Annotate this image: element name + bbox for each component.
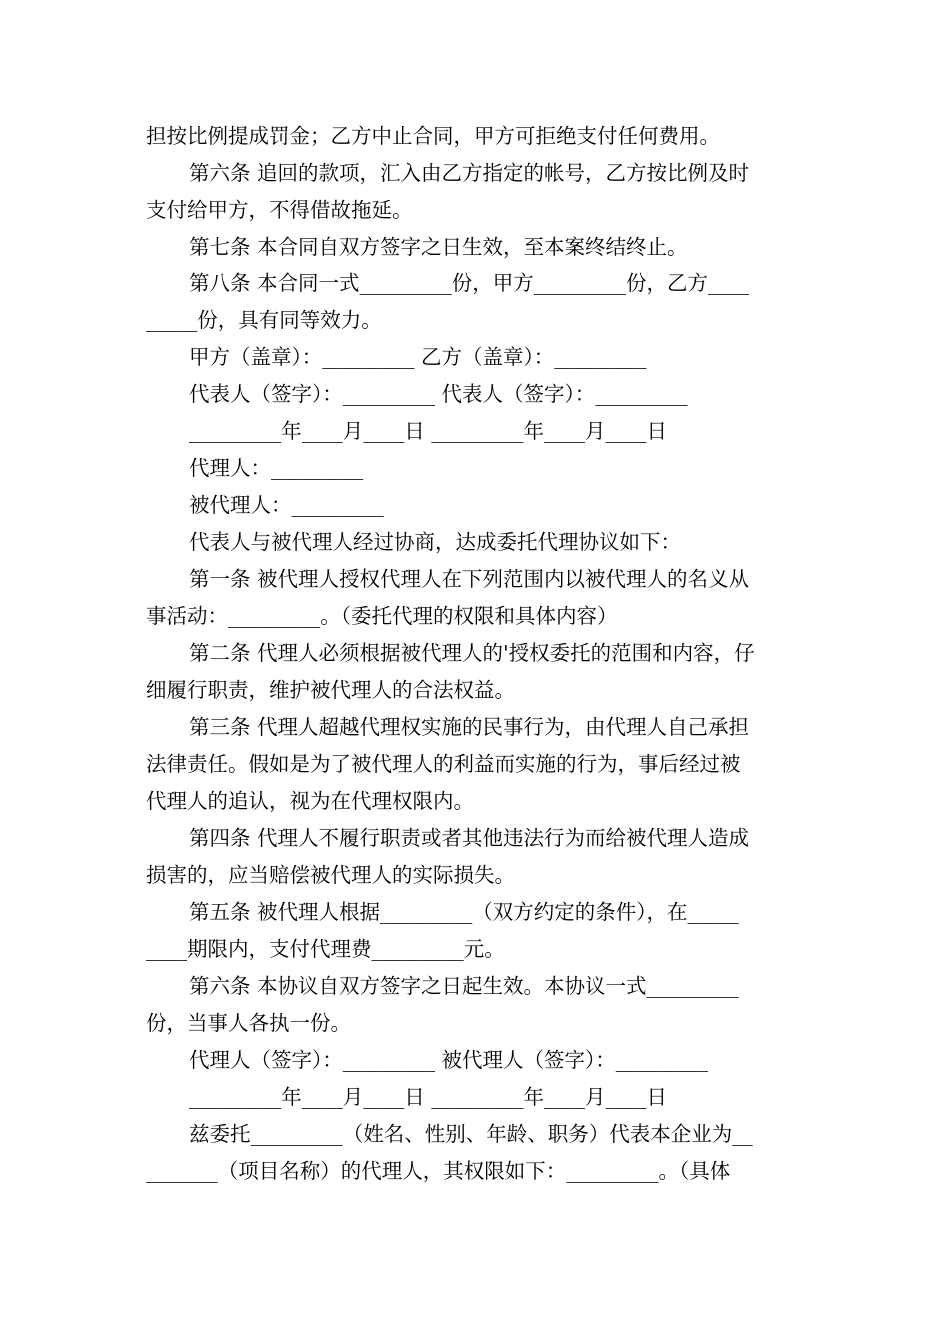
text-line: 第一条 被代理人授权代理人在下列范围内以被代理人的名义从 xyxy=(189,567,750,591)
text-line: 担按比例提成罚金；乙方中止合同，甲方可拒绝支付任何费用。 xyxy=(146,124,720,148)
text-line: 代理人（签字）：_________ 被代理人（签字）：_________ xyxy=(189,1048,709,1072)
text-line: 法律责任。假如是为了被代理人的利益而实施的行为，事后经过被 xyxy=(146,752,741,776)
text-line: 代表人与被代理人经过协商，达成委托代理协议如下： xyxy=(189,530,681,554)
text-line: 代理人的追认，视为在代理权限内。 xyxy=(146,789,474,813)
text-line: 第五条 被代理人根据_________（双方约定的条件），在_____ xyxy=(189,900,739,924)
text-line: 第六条 追回的款项，汇入由乙方指定的帐号，乙方按比例及时 xyxy=(189,161,750,185)
text-line: _____份，具有同等效力。 xyxy=(146,308,382,332)
text-line: 代表人（签字）：_________ 代表人（签字）：_________ xyxy=(189,382,688,406)
text-line: 细履行职责，维护被代理人的合法权益。 xyxy=(146,678,515,702)
text-line: _________年____月____日 _________年____月____日 xyxy=(189,419,668,443)
text-line: 第六条 本协议自双方签字之日起生效。本协议一式_________ xyxy=(189,974,739,998)
text-line: 兹委托_________（姓名、性别、年龄、职务）代表本企业为__ xyxy=(189,1122,753,1146)
text-line: 支付给甲方，不得借故拖延。 xyxy=(146,198,413,222)
text-line: 第七条 本合同自双方签字之日生效，至本案终结终止。 xyxy=(189,235,688,259)
text-line: 事活动：_________。（委托代理的权限和具体内容） xyxy=(146,604,618,628)
text-line: 损害的，应当赔偿被代理人的实际损失。 xyxy=(146,863,515,887)
text-line: 甲方（盖章）：_________ 乙方（盖章）：_________ xyxy=(189,345,647,369)
text-line: 被代理人：_________ xyxy=(189,493,384,517)
text-line: 份，当事人各执一份。 xyxy=(146,1011,351,1035)
text-line: 第三条 代理人超越代理权实施的民事行为，由代理人自己承担 xyxy=(189,715,750,739)
text-line: ____期限内，支付代理费_________元。 xyxy=(146,937,505,961)
text-line: 第二条 代理人必须根据被代理人的'授权委托的范围和内容，仔 xyxy=(189,641,755,665)
text-line: 第四条 代理人不履行职责或者其他违法行为而给被代理人造成 xyxy=(189,826,750,850)
text-line: 代理人：_________ xyxy=(189,456,364,480)
text-line: _________年____月____日 _________年____月____日 xyxy=(189,1085,668,1109)
text-line: _______（项目名称）的代理人，其权限如下：_________。（具体 xyxy=(146,1159,731,1183)
text-line: 第八条 本合同一式_________份，甲方_________份，乙方____ xyxy=(189,271,750,295)
